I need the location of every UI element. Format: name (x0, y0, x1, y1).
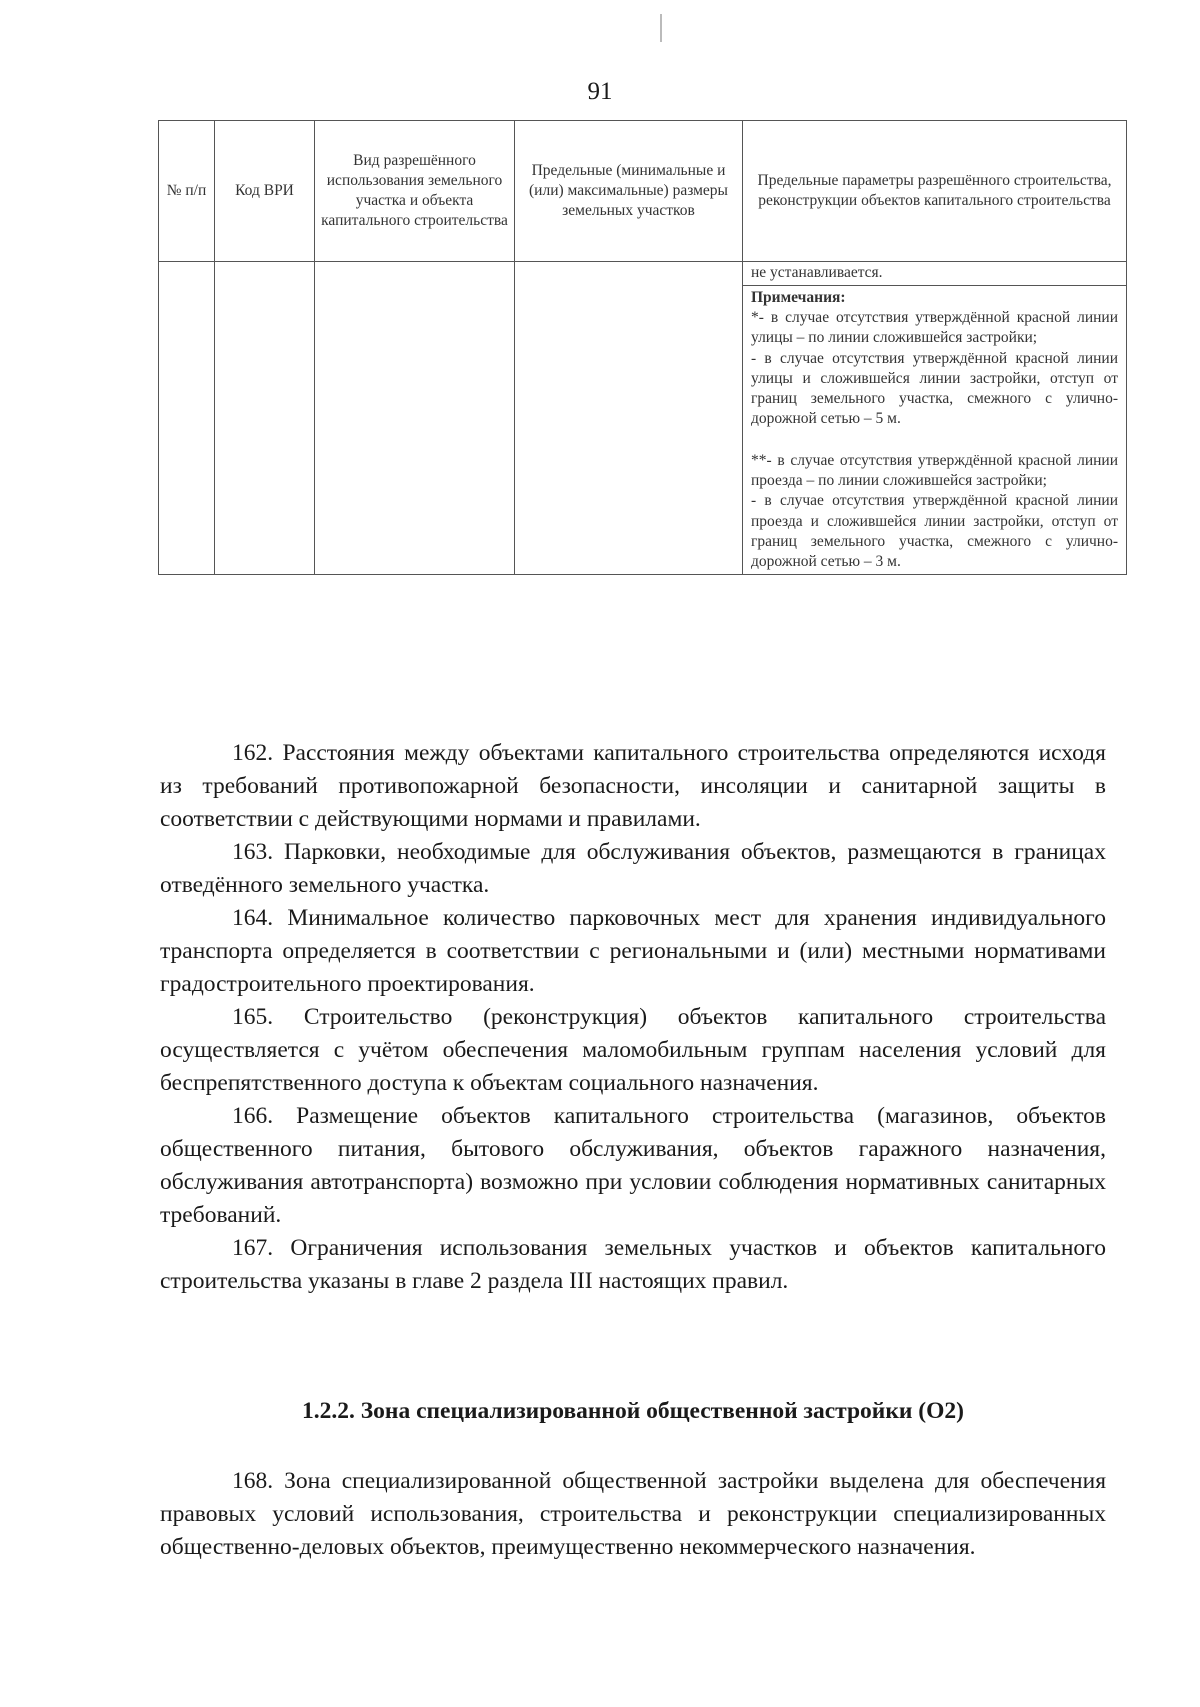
section-heading: 1.2.2. Зона специализированной общественной застройки (О2) (302, 1398, 964, 1424)
header-building-params: Предельные параметры разрешённого строительства, реконструкции объектов капитального строительства (743, 121, 1127, 262)
table-row (159, 262, 1127, 575)
note-paragraph: *- в случае отсутствия утверждённой красной линии улицы – по линии сложившейся застройки; (751, 309, 1118, 347)
cell-number (159, 262, 215, 575)
paragraph-165: 165. Строительство (реконструкция) объектов капитального строительства осуществляется с учётом обеспечения маломобильным группам населения условий для беспрепятственного доступа к объектам социального назначения. (160, 1004, 1106, 1096)
params-first-line: не устанавливается. (743, 262, 1126, 286)
body-text-section (160, 1465, 1106, 1564)
paragraph-168: 168. Зона специализированной общественной застройки выделена для обеспечения правовых условий использования, строительства и реконструкции специализированных общественно-деловых объектов, преимущественно некоммерческого назначения. (160, 1468, 1106, 1560)
note-paragraph: - в случае отсутствия утверждённой красной линии проезда и сложившейся линии застройки, отступ от границ земельного участка, смежного с улично-дорожной сетью – 3 м. (751, 492, 1118, 570)
paragraph-167: 167. Ограничения использования земельных участков и объектов капитального строительства указаны в главе 2 раздела III настоящих правил. (160, 1235, 1106, 1294)
note-paragraph: **- в случае отсутствия утверждённой красной линии проезда – по линии сложившейся застройки; (751, 452, 1118, 490)
paragraph-166: 166. Размещение объектов капитального строительства (магазинов, объектов общественного питания, бытового обслуживания, объектов гаражного назначения, обслуживания автотранспорта) возможно при условии соблюдения нормативных санитарных требований. (160, 1103, 1106, 1228)
cell-code (215, 262, 315, 575)
scan-artifact (660, 14, 662, 42)
cell-building-params (743, 262, 1127, 575)
header-number: № п/п (159, 121, 215, 262)
paragraph-164: 164. Минимальное количество парковочных мест для хранения индивидуального транспорта определяется в соответствии с региональными и (или) местными нормативами градостроительного проектирования. (160, 905, 1106, 997)
note-paragraph: - в случае отсутствия утверждённой красной линии улицы и сложившейся линии застройки, отступ от границ земельного участка, смежного с улично-дорожной сетью – 5 м. (751, 349, 1118, 427)
notes-block (743, 286, 1126, 574)
cell-use-type (315, 262, 515, 575)
header-plot-sizes: Предельные (минимальные и (или) максимальные) размеры земельных участков (515, 121, 743, 262)
cell-plot-sizes (515, 262, 743, 575)
header-code: Код ВРИ (215, 121, 315, 262)
page-number: 91 (587, 78, 613, 105)
paragraph-162: 162. Расстояния между объектами капитального строительства определяются исходя из требований противопожарной безопасности, инсоляции и санитарной защиты в соответствии с действующими нормами и правилами. (160, 740, 1106, 832)
paragraph-163: 163. Парковки, необходимые для обслуживания объектов, размещаются в границах отведённого земельного участка. (160, 839, 1106, 898)
header-use-type: Вид разрешённого использования земельного участка и объекта капитального строительства (315, 121, 515, 262)
parameters-table (158, 120, 1127, 575)
body-text (160, 737, 1106, 1298)
table-header-row (159, 121, 1127, 262)
notes-title: Примечания: (751, 289, 846, 307)
